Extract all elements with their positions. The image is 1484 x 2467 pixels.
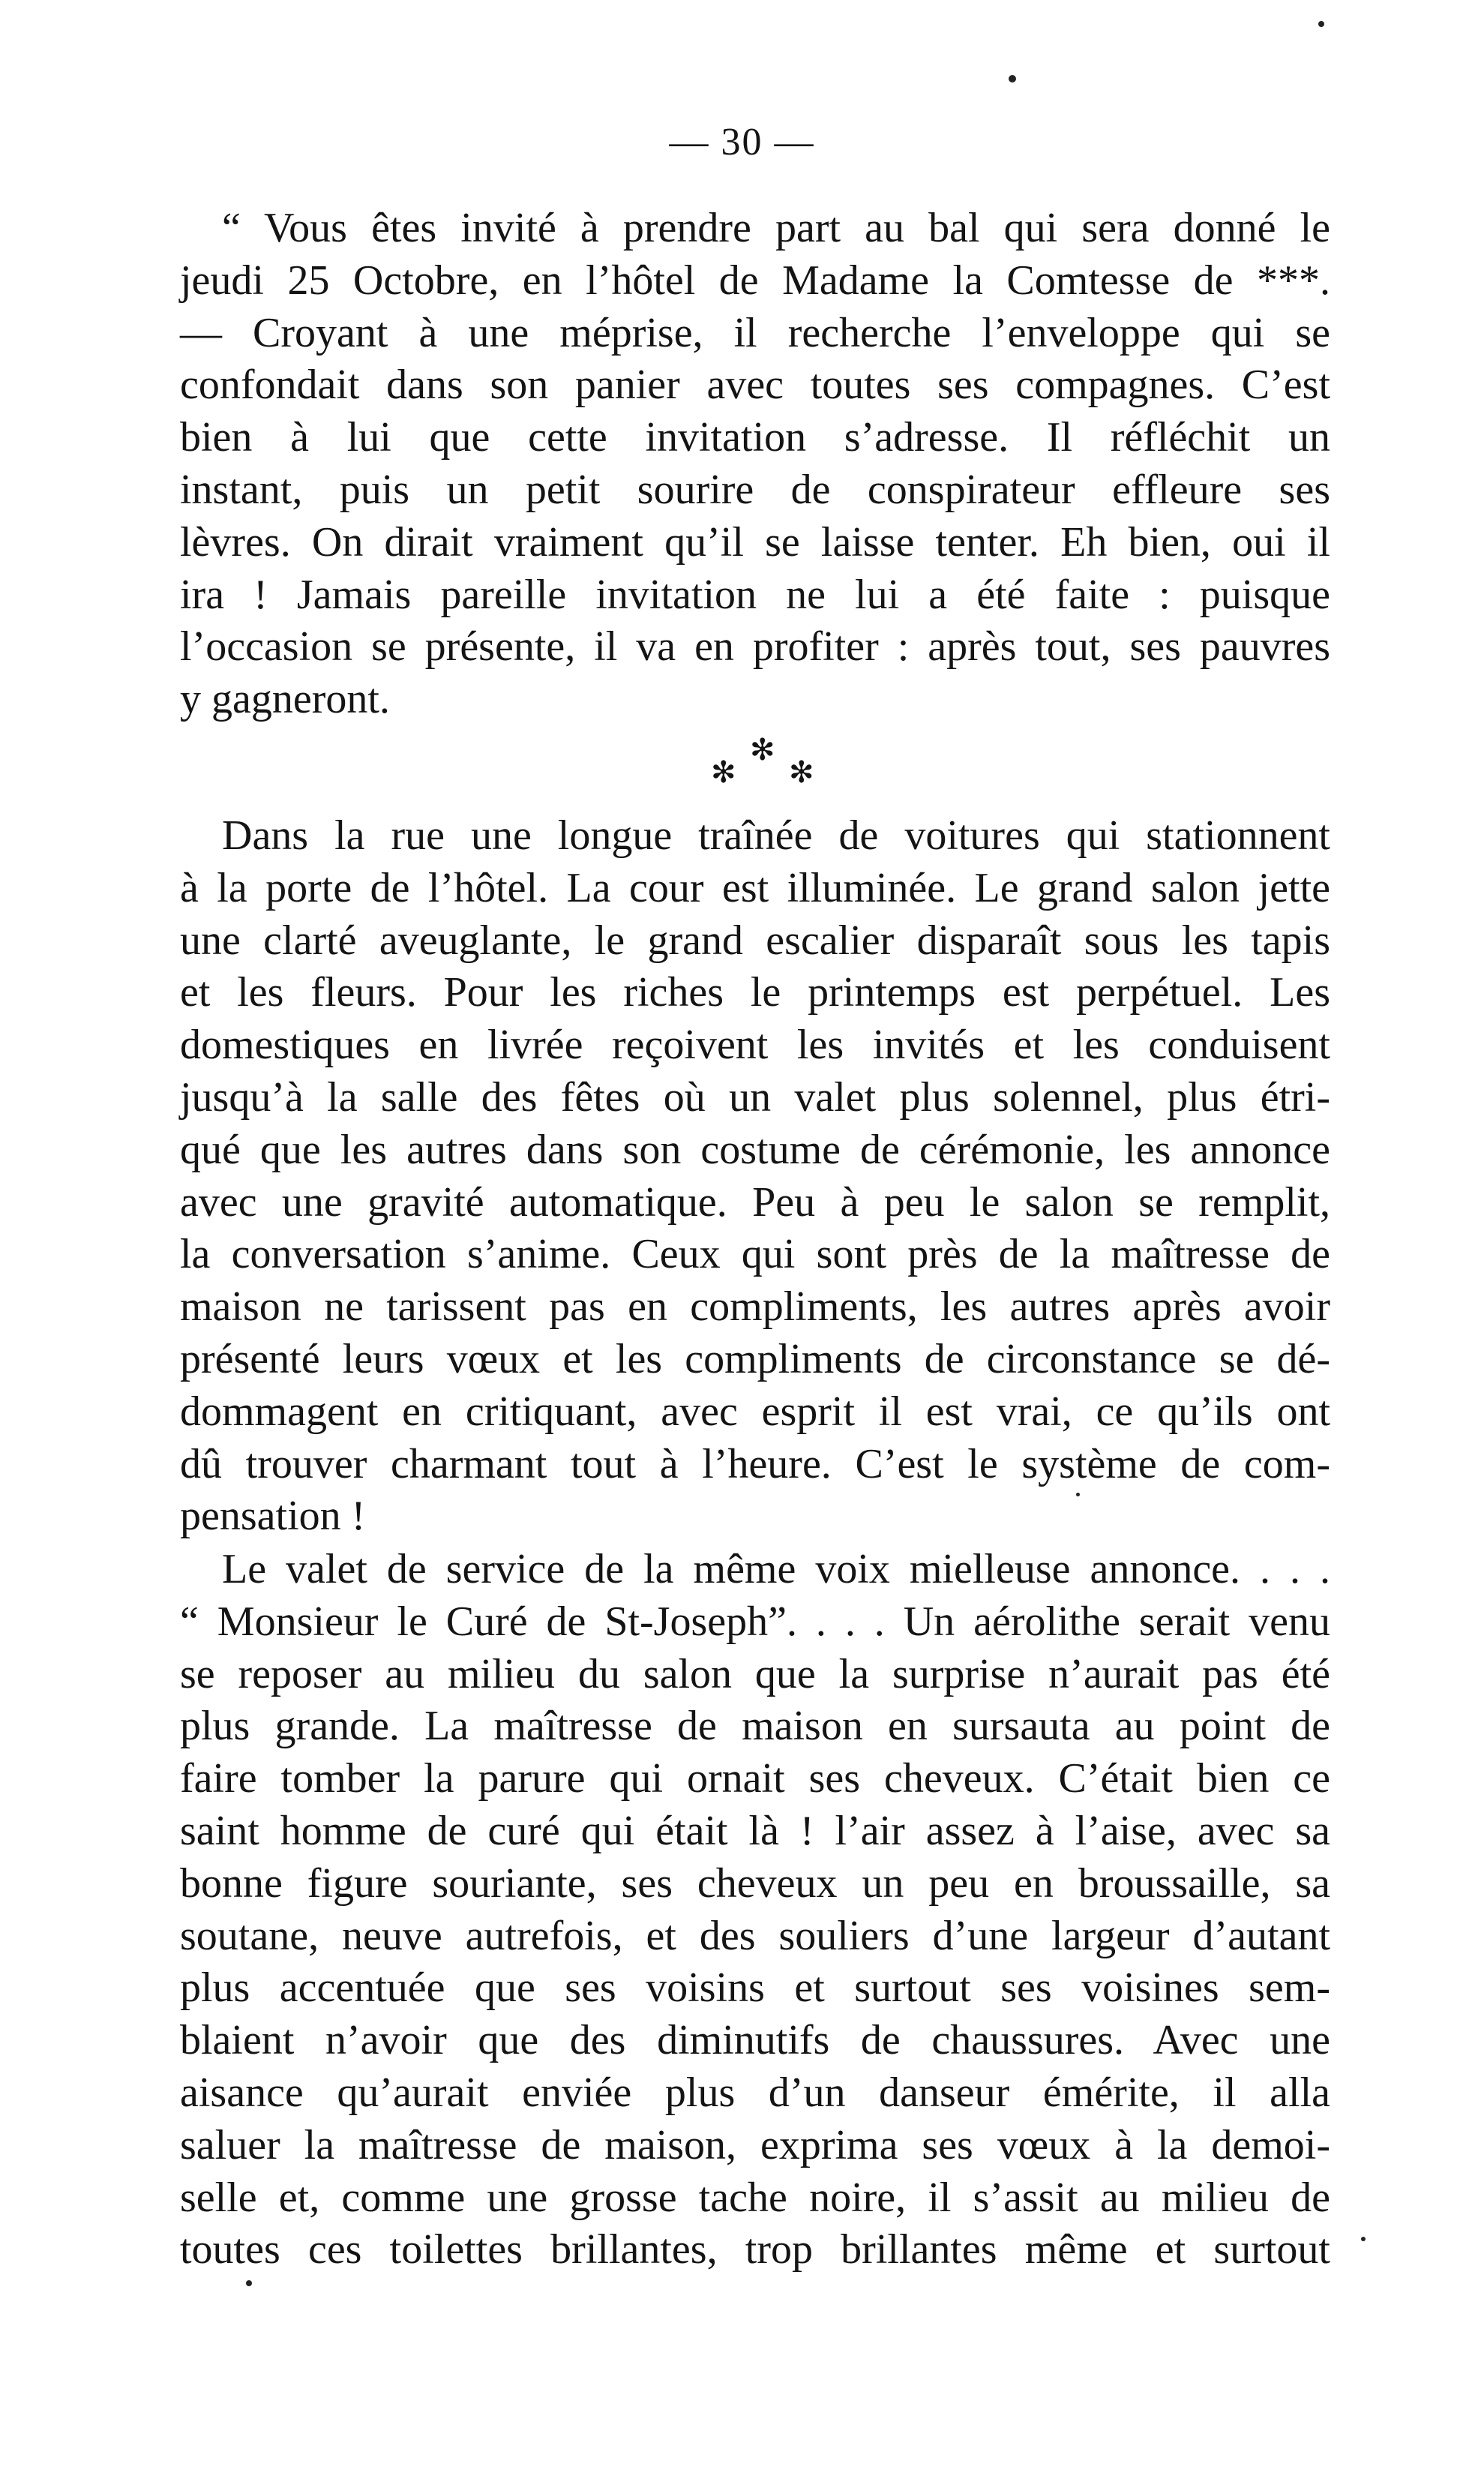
asterism-star: ✻ (750, 733, 775, 767)
text-line: bien à lui que cette invitation s’adresse. Il réfléchit un (180, 414, 1330, 461)
text-line: qué que les autres dans son costume de cérémonie, les annonce (180, 1126, 1330, 1173)
asterism-star: ✻ (789, 755, 814, 789)
text-line: dommagent en critiquant, avec esprit il est vrai, ce qu’ils ont (180, 1388, 1330, 1435)
text-line: y gagneront. (180, 676, 390, 723)
text-line: l’occasion se présente, il va en profiter : après tout, ses pauvres (180, 623, 1330, 671)
scan-speck (1361, 2237, 1366, 2241)
text-line: ira ! Jamais pareille invitation ne lui a été faite : puisque (180, 571, 1330, 618)
text-line: toutes ces toilettes brillantes, trop brillantes même et surtout (180, 2226, 1330, 2273)
text-line: à la porte de l’hôtel. La cour est illuminée. Le grand salon jette (180, 864, 1330, 911)
text-line: la conversation s’anime. Ceux qui sont près de la maîtresse de (180, 1231, 1330, 1278)
text-line: selle et, comme une grosse tache noire, il s’assit au milieu de (180, 2174, 1330, 2221)
text-line: — Croyant à une méprise, il recherche l’enveloppe qui se (180, 309, 1330, 356)
page-number: — 30 — (669, 121, 815, 164)
text-line: “ Vous êtes invité à prendre part au bal qui sera donné le (222, 205, 1330, 251)
scan-speck (1009, 75, 1016, 83)
text-line: jeudi 25 Octobre, en l’hôtel de Madame la Comtesse de ***. (180, 257, 1330, 304)
text-line: soutane, neuve autrefois, et des souliers d’une largeur d’autant (180, 1912, 1330, 1959)
text-line: pensation ! (180, 1493, 366, 1540)
text-line: Dans la rue une longue traînée de voitures qui stationnent (222, 812, 1330, 859)
text-line: bonne figure souriante, ses cheveux un peu en broussaille, sa (180, 1859, 1330, 1907)
text-line: maison ne tarissent pas en compliments, les autres après avoir (180, 1283, 1330, 1331)
scan-speck (1076, 1493, 1080, 1496)
text-line: faire tomber la parure qui ornait ses cheveux. C’était bien ce (180, 1755, 1330, 1802)
paragraph-3 (180, 1544, 1330, 2276)
text-line: blaient n’avoir que des diminutifs de chaussures. Avec une (180, 2017, 1330, 2064)
text-line: une clarté aveuglante, le grand escalier disparaît sous les tapis (180, 917, 1330, 964)
text-line: présenté leurs vœux et les compliments de circonstance se dé- (180, 1335, 1330, 1382)
text-line: jusqu’à la salle des fêtes où un valet plus solennel, plus étri- (180, 1073, 1330, 1121)
text-line: avec une gravité automatique. Peu à peu le salon se remplit, (180, 1178, 1330, 1226)
scan-speck (246, 2280, 252, 2286)
text-line: aisance qu’aurait enviée plus d’un danseur émérite, il alla (180, 2069, 1330, 2116)
asterism-star: ✻ (711, 755, 736, 789)
paragraph-1 (180, 203, 1330, 726)
text-line: instant, puis un petit sourire de conspirateur effleure ses (180, 466, 1330, 513)
text-line: domestiques en livrée reçoivent les invités et les conduisent (180, 1022, 1330, 1069)
scan-speck (1318, 21, 1324, 27)
text-line: et les fleurs. Pour les riches le printemps est perpétuel. Les (180, 969, 1330, 1016)
text-line: confondait dans son panier avec toutes ses compagnes. C’est (180, 362, 1330, 409)
text-line: “ Monsieur le Curé de St-Joseph”. . . . Un aérolithe serait venu (180, 1598, 1330, 1645)
text-line: dû trouver charmant tout à l’heure. C’est le système de com- (180, 1440, 1330, 1487)
text-line: saint homme de curé qui était là ! l’air assez à l’aise, avec sa (180, 1807, 1330, 1854)
text-line: Le valet de service de la même voix mielleuse annonce. . . . (222, 1546, 1330, 1592)
text-line: plus grande. La maîtresse de maison en sursauta au point de (180, 1703, 1330, 1750)
text-line: saluer la maîtresse de maison, exprima ses vœux à la demoi- (180, 2121, 1330, 2168)
text-line: se reposer au milieu du salon que la surprise n’aurait pas été (180, 1650, 1330, 1697)
text-line: lèvres. On dirait vraiment qu’il se laisse tenter. Eh bien, oui il (180, 518, 1330, 566)
paragraph-2 (180, 810, 1330, 1543)
text-line: plus accentuée que ses voisins et surtout ses voisines sem- (180, 1964, 1330, 2012)
